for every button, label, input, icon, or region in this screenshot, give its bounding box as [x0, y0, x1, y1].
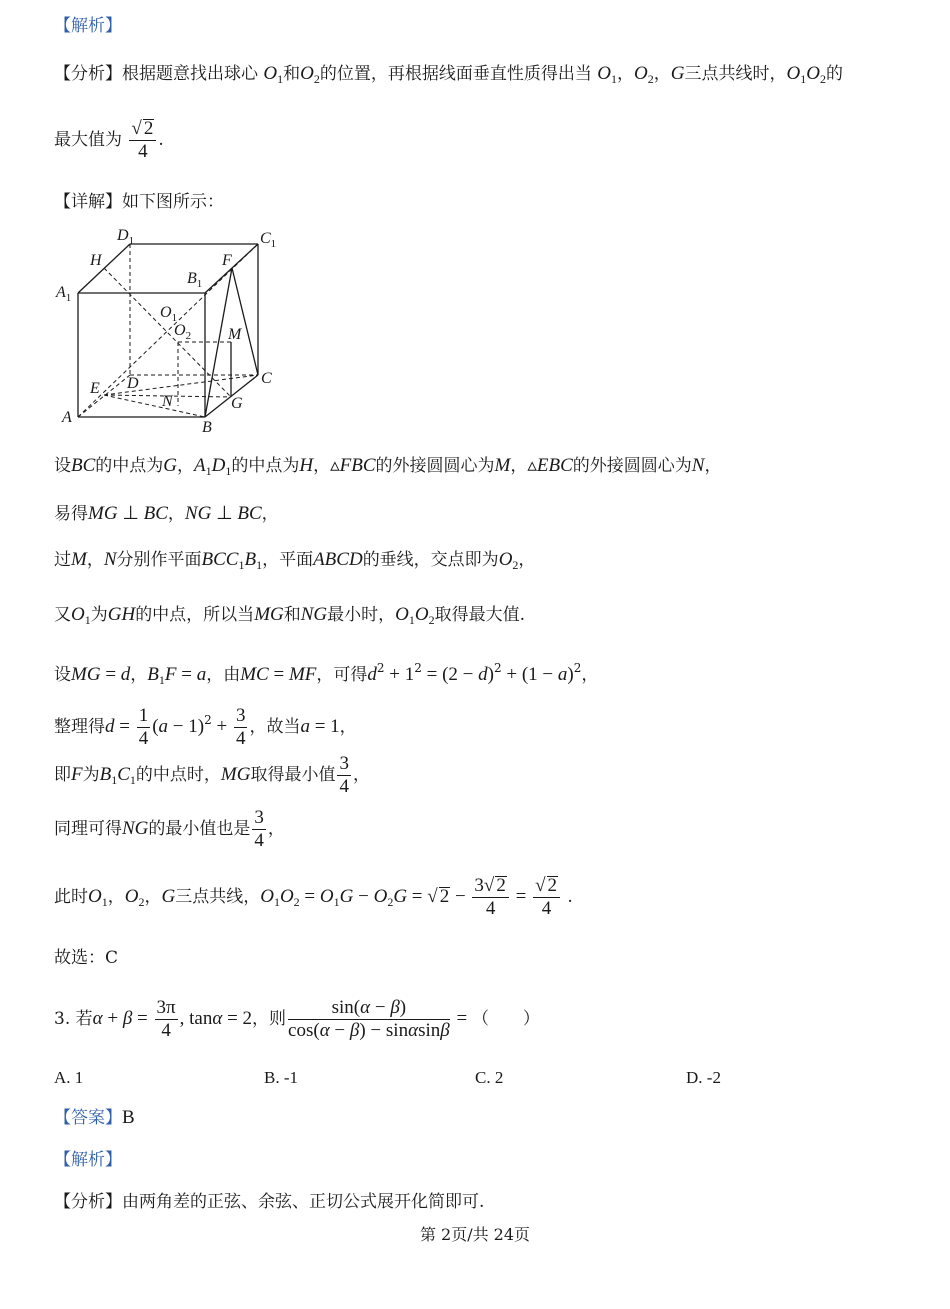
label-B: B [202, 419, 212, 436]
answer-label: 【答案】 [54, 1108, 122, 1128]
detail-label: 【详解】 [54, 192, 122, 212]
detail-conclusion: 故选：C [54, 948, 119, 968]
label-C1: $C_1$ [260, 230, 277, 250]
detail-line-3: 过M，N分别作平面$BCC_1B_1$，平面ABCD的垂线，交点即为$O_2$， [54, 549, 536, 572]
cube-figure [50, 225, 290, 440]
detail-line-7: 即F为$B_1C_1$的中点时，MG取得最小值 $\frac{3}{4}$ ， [54, 753, 370, 797]
label-H: H [90, 252, 102, 269]
label-O1: $O_1$ [160, 304, 178, 324]
analysis2-line: 【分析】由两角差的正弦、余弦、正切公式展开化简即可. [54, 1192, 485, 1212]
label-A: A [62, 409, 72, 426]
edge-FC [232, 268, 258, 375]
detail-line-6: 整理得d = $\frac{1}{4}$ $(a - 1)^2$ + $\frac{3}{4}$ ，故当a = 1， [54, 705, 357, 749]
option-d[interactable]: D. -2 [686, 1068, 721, 1087]
label-D: D [127, 375, 139, 392]
segment-EB [104, 395, 205, 417]
option-c[interactable]: C. 2 [475, 1068, 504, 1087]
option-b[interactable]: B. -1 [264, 1068, 298, 1087]
label-O2: $O_2$ [174, 322, 192, 342]
detail-line-4: 又$O_1$为GH的中点，所以当MG和NG最小时，$O_1O_2$取得最大值. [54, 604, 526, 627]
label-D1: $D_1$ [117, 227, 135, 247]
detail-line-9: 此时$O_1$，$O_2$，G三点共线，$O_1O_2 = O_1G - O_2G$ = √ 2 − $\frac{3√ 2}{4}$ = $\frac{√ 2}{4}$ . [54, 875, 573, 919]
section-heading-analysis: 【解析】 [54, 16, 122, 36]
label-B1: $B_1$ [187, 270, 203, 290]
answer-options [54, 1068, 914, 1092]
analysis2-label: 【分析】 [54, 1192, 122, 1212]
answer-line [54, 1106, 135, 1130]
label-M: M [228, 326, 242, 343]
edge-AD [78, 375, 130, 417]
page-footer: 第 2页/共 24页 [419, 1225, 531, 1244]
analysis-label: 【分析】 [54, 64, 122, 84]
label-C: C [261, 370, 272, 387]
detail-line-1: 设BC的中点为G，$A_1D_1$的中点为H，▵FBC的外接圆圆心为M，▵EBC的外接圆圆心为N， [54, 455, 722, 478]
analysis-line-2: 最大值为 $\frac{√ 2}{4}$ . [54, 118, 164, 162]
label-F: F [222, 252, 232, 269]
detail-line-2: 易得MG ⊥ BC，NG ⊥ BC， [54, 503, 279, 524]
detail-line-8: 同理可得NG的最小值也是 $\frac{3}{4}$ ， [54, 807, 285, 851]
detail-line-5: 设MG = d，$B_1F = a$，由MC = MF，可得$d^2 + 1^2 = (2 - d)^2 + (1 - a)^2$， [54, 661, 599, 687]
analysis-line-1: 【分析】根据题意找出球心 $O_1$和$O_2$的位置，再根据线面垂直性质得出当 $O_1$，$O_2$，G三点共线时，$O_1O_2$的 [54, 63, 843, 86]
label-N: N [162, 393, 173, 410]
question-3: 3. 若α + β = $\frac{3\pi}{4}$ , tanα = 2，则 $\frac{\sin(\alpha - \beta)}{\cos(\alpha - \beta) - \sin\alpha\sin\beta}$ = （ ） [54, 997, 540, 1041]
answer-value: B [122, 1107, 135, 1128]
section-heading-analysis-2: 【解析】 [54, 1150, 122, 1170]
option-a[interactable]: A. 1 [54, 1068, 84, 1087]
label-A1: $A_1$ [56, 284, 72, 304]
detail-heading: 【详解】如下图所示： [54, 192, 224, 212]
label-E: E [90, 380, 100, 397]
label-G: G [231, 395, 243, 412]
